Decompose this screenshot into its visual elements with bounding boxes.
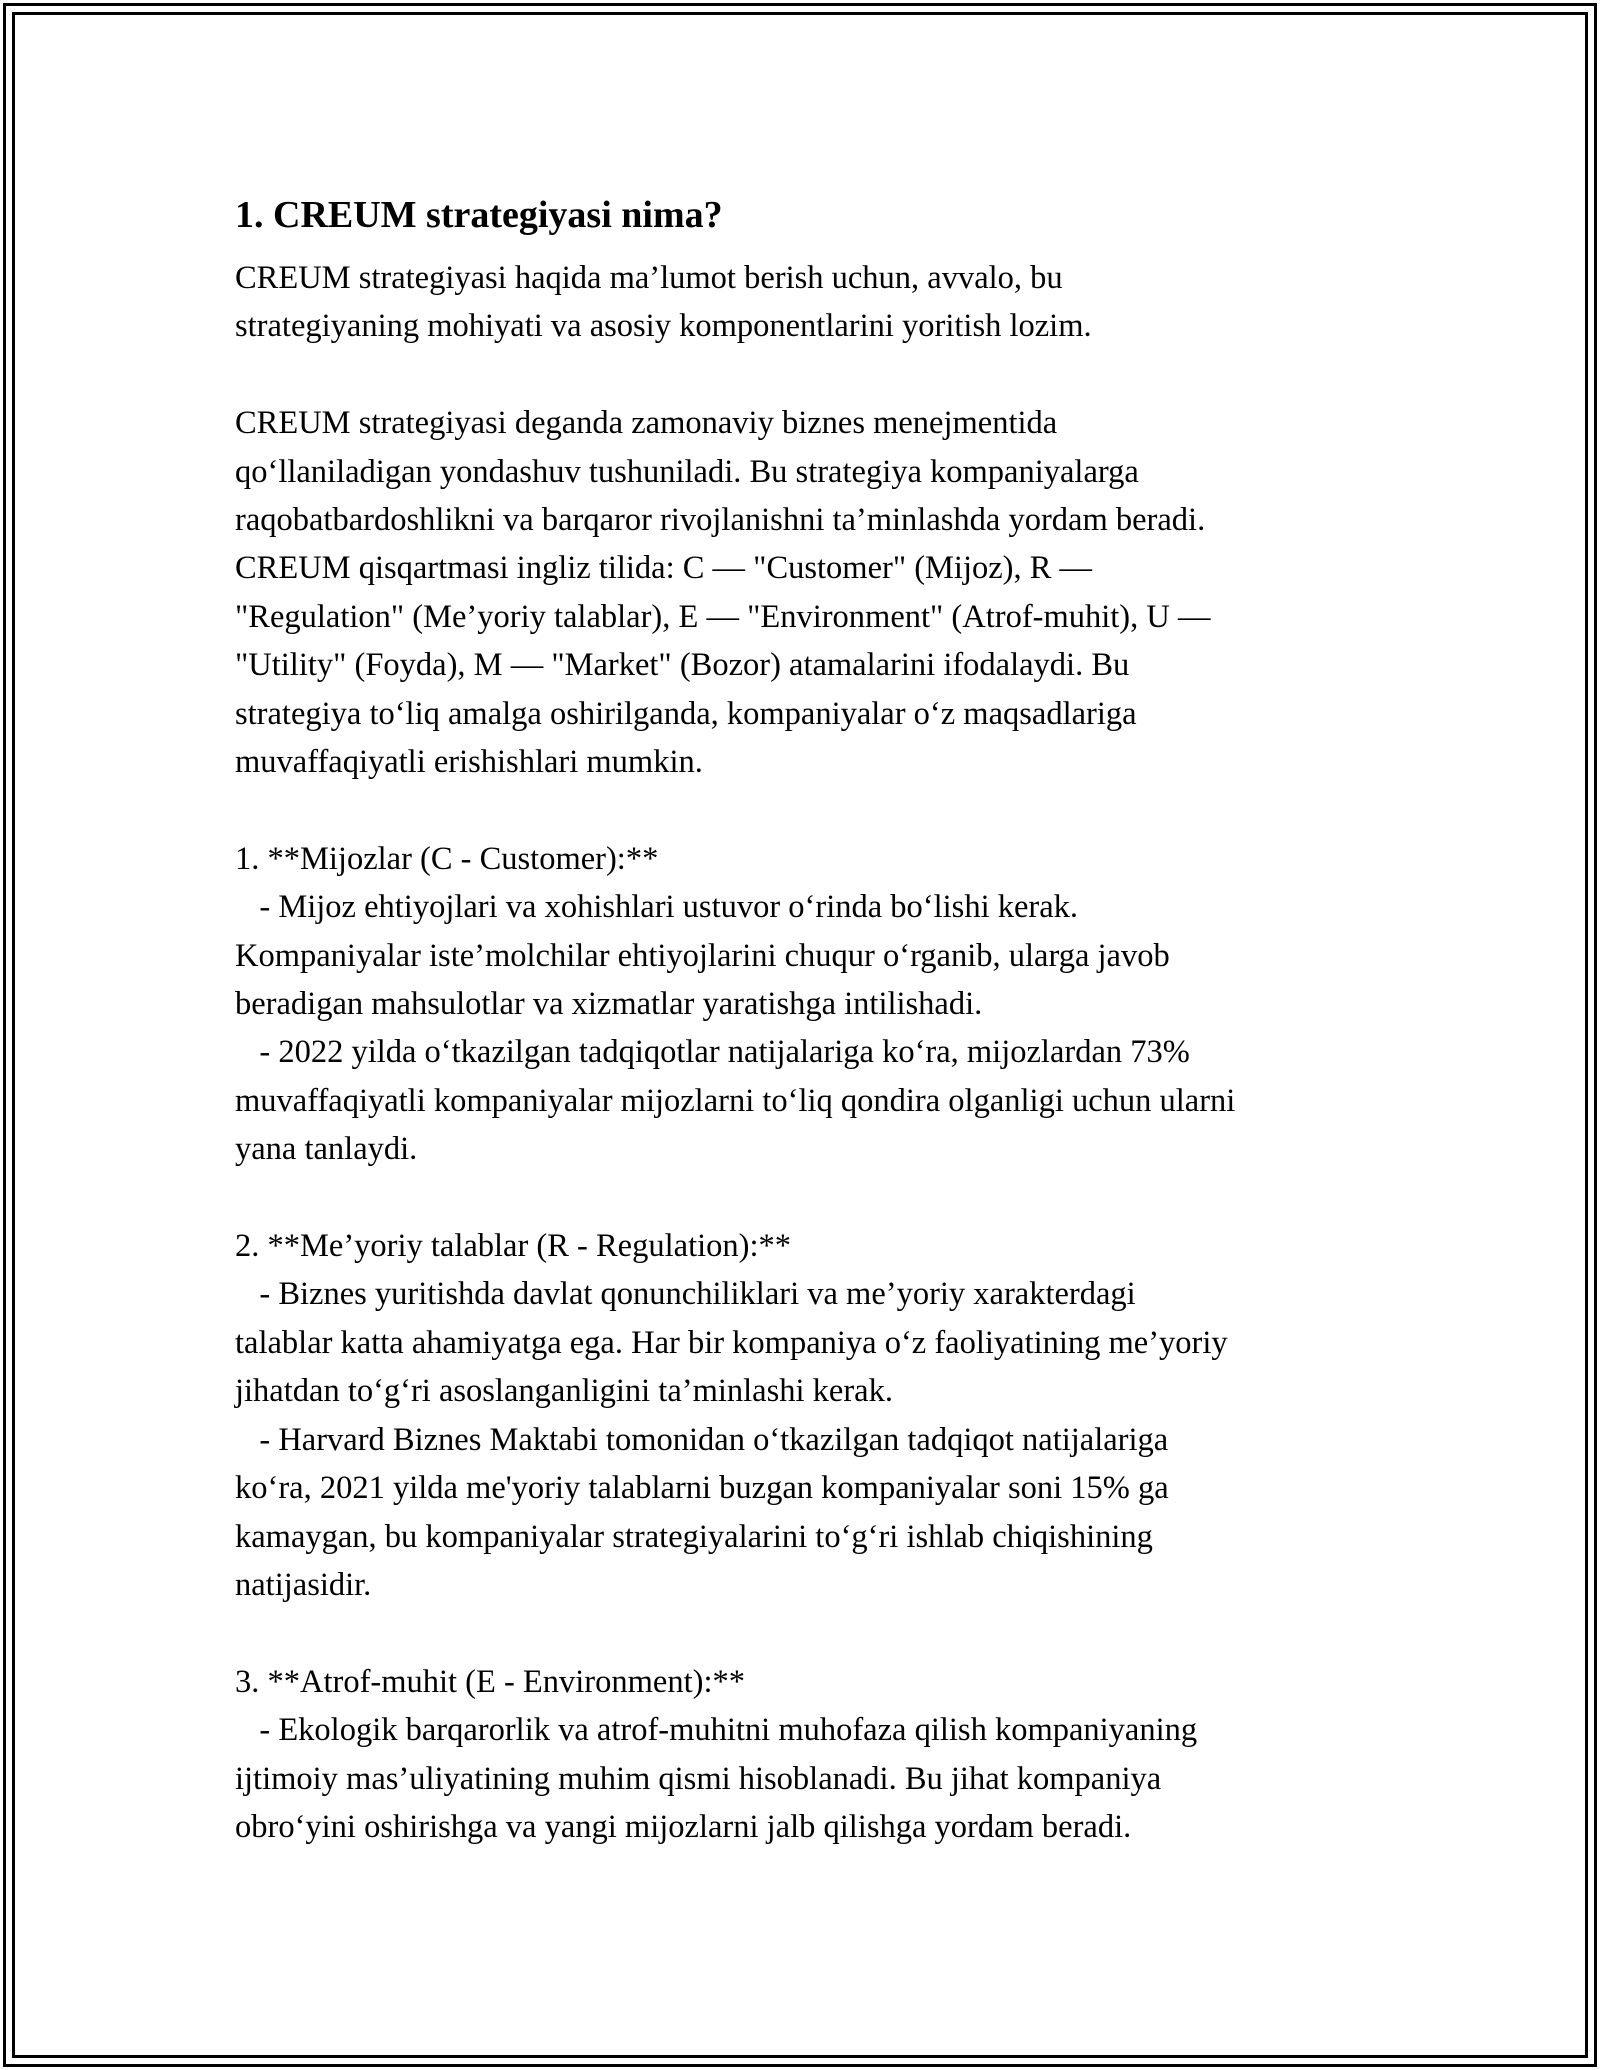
text-line: raqobatbardoshlikni va barqaror rivojlanishni ta’minlashda yordam beradi.: [235, 502, 1206, 539]
section-regulation: [235, 1222, 1375, 1609]
text-line: ko‘ra, 2021 yilda me'yoriy talablarni buzgan kompaniyalar soni 15% ga: [235, 1470, 1169, 1507]
definition-paragraph: [235, 399, 1375, 786]
text-line: strategiyaning mohiyati va asosiy komponentlarini yoritish lozim.: [235, 308, 1092, 345]
text-line: kamaygan, bu kompaniyalar strategiyalarini to‘g‘ri ishlab chiqishining: [235, 1518, 1153, 1555]
text-line: CREUM strategiyasi deganda zamonaviy biznes menejmentida: [235, 405, 1058, 442]
text-line: muvaffaqiyatli erishishlari mumkin.: [235, 744, 703, 781]
text-line: yana tanlaydi.: [235, 1131, 418, 1168]
text-line: strategiya to‘liq amalga oshirilganda, kompaniyalar o‘z maqsadlariga: [235, 695, 1137, 732]
text-line: qo‘llaniladigan yondashuv tushuniladi. Bu strategiya kompaniyalarga: [235, 453, 1139, 490]
page-title: 1. CREUM strategiyasi nima?: [235, 194, 723, 236]
text-line: ijtimoiy mas’uliyatining muhim qismi hisoblanadi. Bu jihat kompaniya: [235, 1760, 1162, 1797]
paragraph-gap: [235, 1174, 1375, 1222]
intro-paragraph: [235, 254, 1375, 351]
text-line: Kompaniyalar iste’molchilar ehtiyojlarini chuqur o‘rganib, ularga javob: [235, 937, 1170, 974]
paragraph-gap: [235, 351, 1375, 399]
paragraph-gap: [235, 786, 1375, 834]
section-customer: [235, 835, 1375, 1174]
text-line: "Utility" (Foyda), M — "Market" (Bozor) atamalarini ifodalaydi. Bu: [235, 647, 1130, 684]
text-line: - 2022 yilda o‘tkazilgan tadqiqotlar natijalariga ko‘ra, mijozlardan 73%: [235, 1034, 1190, 1071]
text-line: CREUM qisqartmasi ingliz tilida: C — "Customer" (Mijoz), R —: [235, 550, 1093, 587]
text-line: talablar katta ahamiyatga ega. Har bir kompaniya o‘z faoliyatining me’yoriy: [235, 1324, 1228, 1361]
document-content: [235, 188, 1375, 1851]
text-line: CREUM strategiyasi haqida ma’lumot berish uchun, avvalo, bu: [235, 260, 1063, 296]
section-environment: [235, 1658, 1375, 1852]
text-line: "Regulation" (Me’yoriy talablar), E — "Environment" (Atrof-muhit), U —: [235, 598, 1211, 635]
text-line: - Mijoz ehtiyojlari va xohishlari ustuvor o‘rinda bo‘lishi kerak.: [235, 889, 1079, 926]
section-title: 3. **Atrof-muhit (E - Environment):**: [235, 1663, 745, 1700]
text-line: muvaffaqiyatli kompaniyalar mijozlarni to‘liq qondira olganligi uchun ularni: [235, 1082, 1236, 1119]
text-line: - Biznes yuritishda davlat qonunchiliklari va me’yoriy xarakterdagi: [235, 1276, 1136, 1313]
section-title: 2. **Me’yoriy talablar (R - Regulation):**: [235, 1228, 791, 1265]
text-line: - Harvard Biznes Maktabi tomonidan o‘tkazilgan tadqiqot natijalariga: [235, 1421, 1169, 1458]
text-line: - Ekologik barqarorlik va atrof-muhitni muhofaza qilish kompaniyaning: [235, 1712, 1198, 1749]
paragraph-gap: [235, 1609, 1375, 1657]
text-line: natijasidir.: [235, 1566, 372, 1603]
text-line: beradigan mahsulotlar va xizmatlar yaratishga intilishadi.: [235, 986, 983, 1023]
section-title: 1. **Mijozlar (C - Customer):**: [235, 840, 659, 877]
text-line: jihatdan to‘g‘ri asoslanganligini ta’minlashi kerak.: [235, 1373, 893, 1410]
text-line: obro‘yini oshirishga va yangi mijozlarni jalb qilishga yordam beradi.: [235, 1808, 1132, 1845]
